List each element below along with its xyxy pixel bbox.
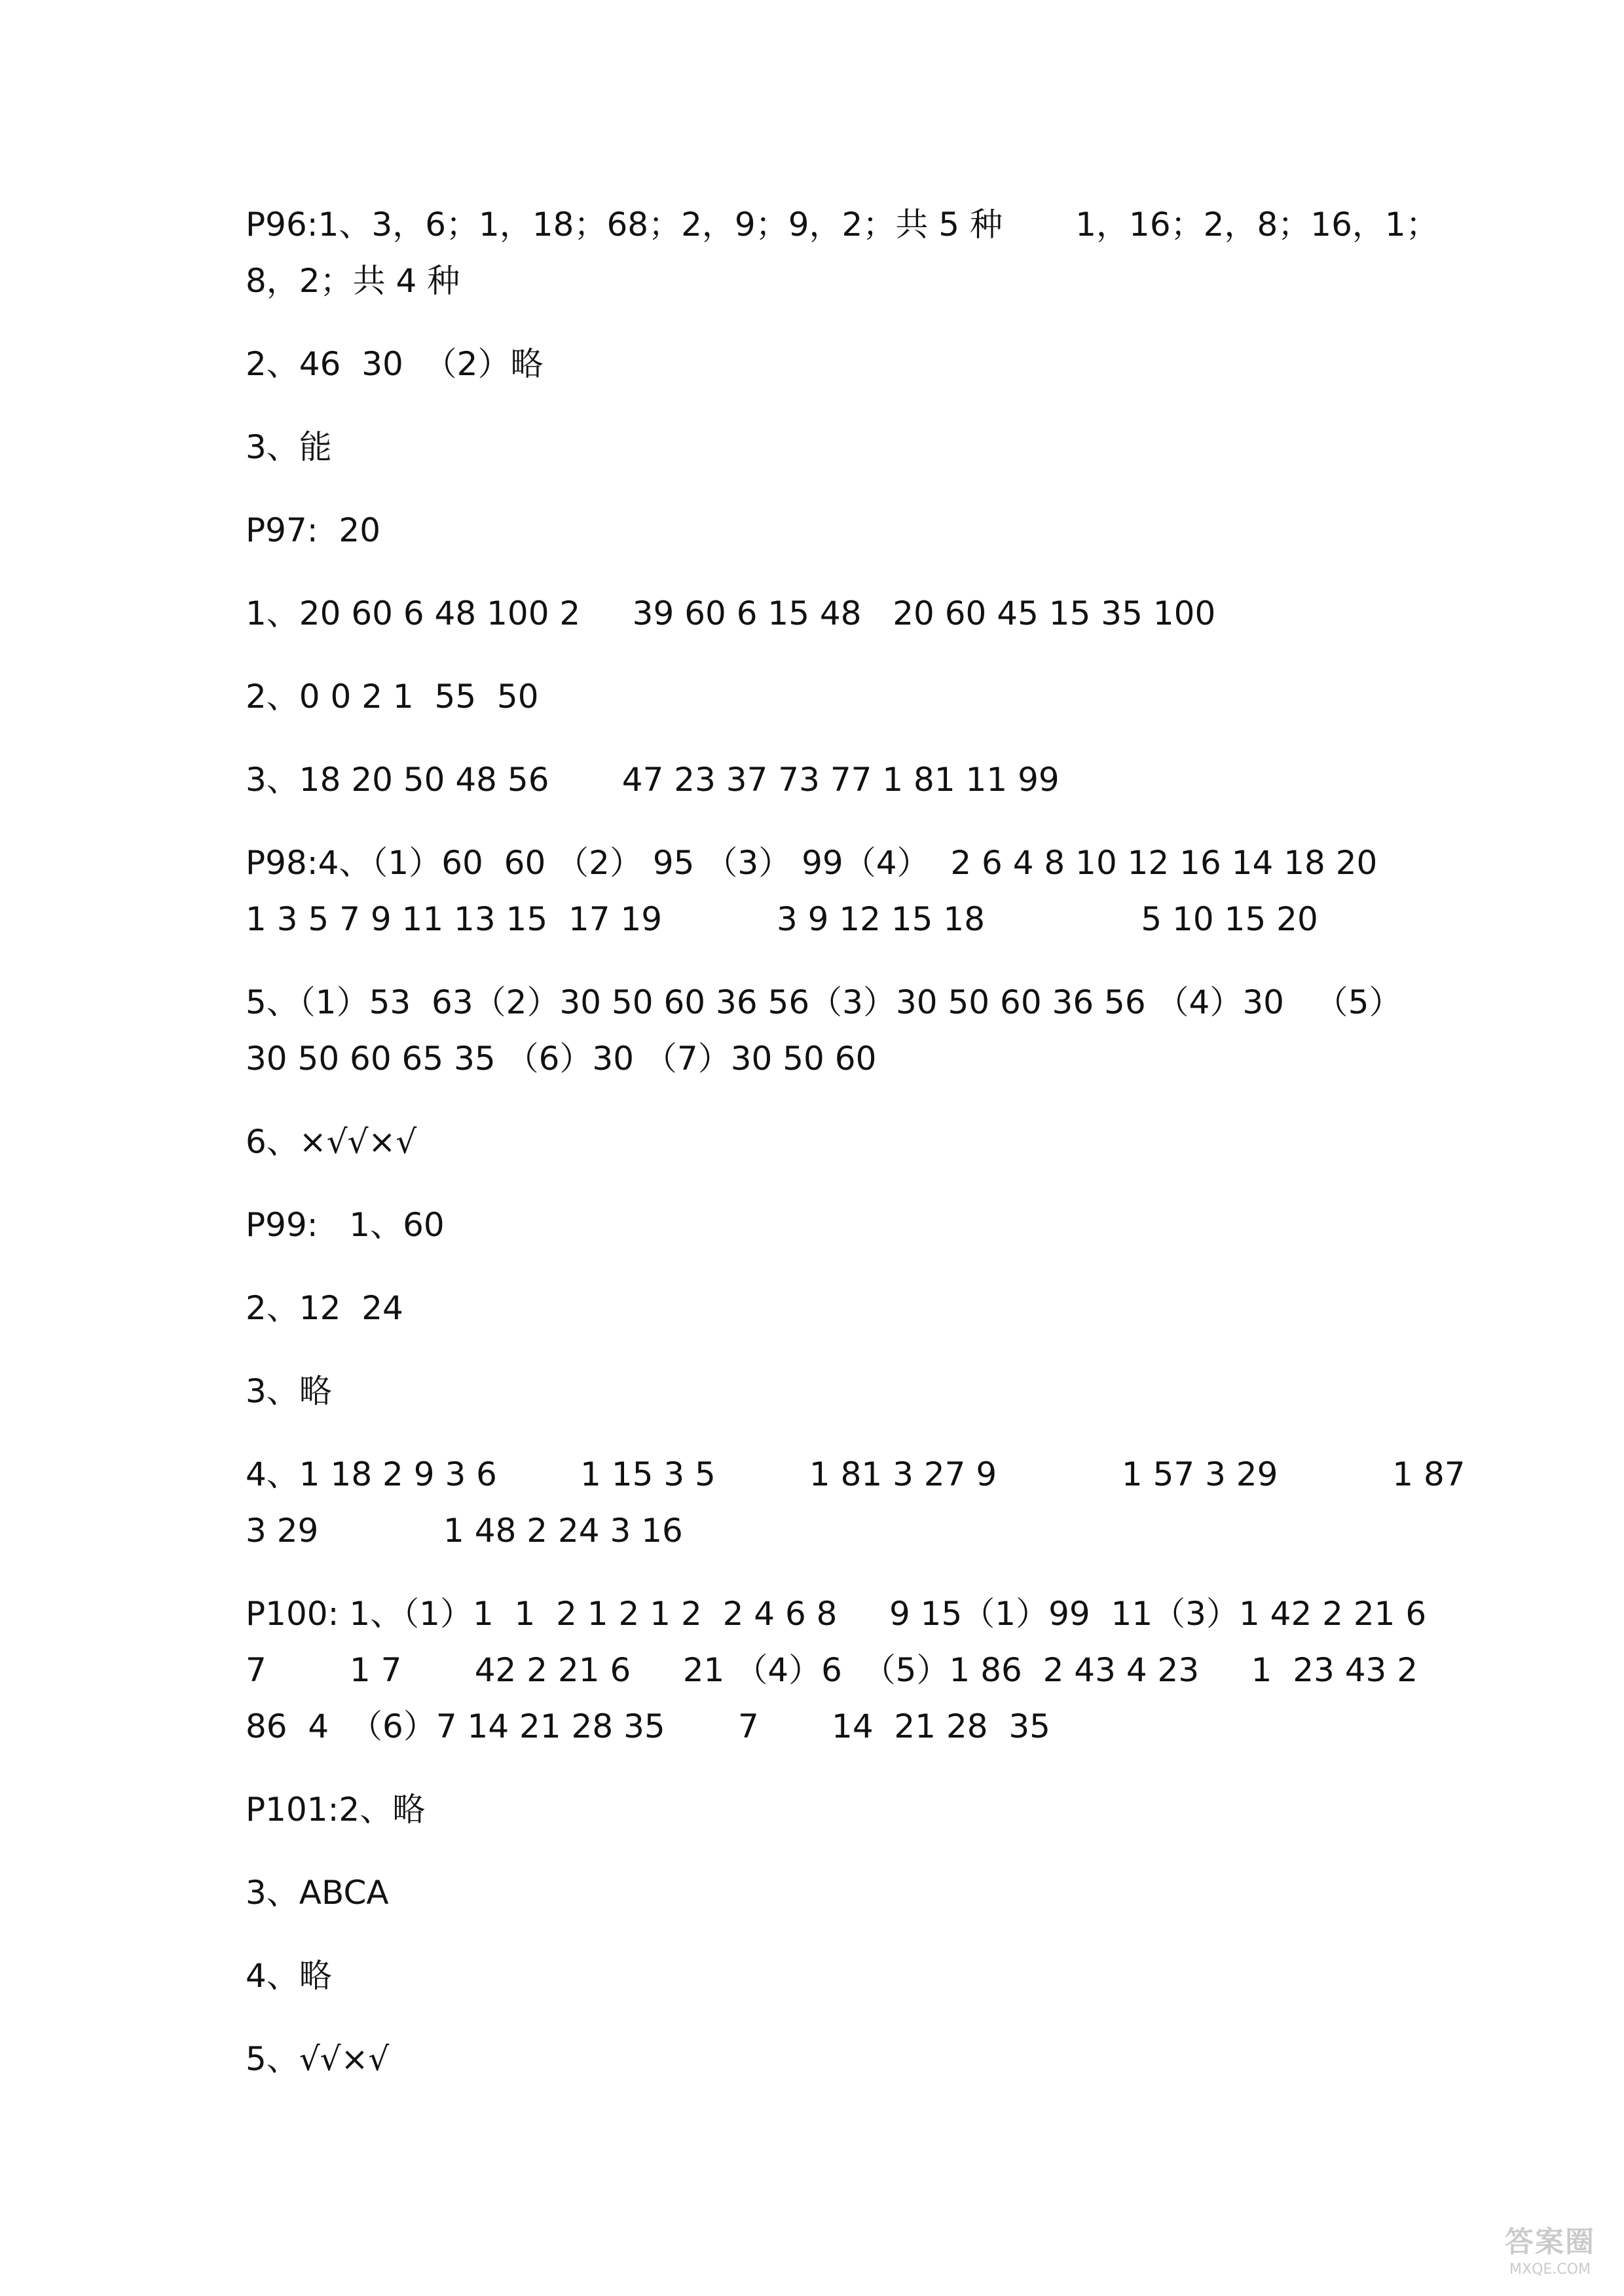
answer-page — [246, 196, 1466, 2114]
answer-paragraph — [246, 1586, 1427, 1755]
answer-paragraph — [246, 668, 1424, 725]
watermark-logo — [1488, 2224, 1612, 2287]
answer-paragraph — [246, 1865, 1424, 1921]
answer-line: P101:2、略 — [246, 1791, 426, 1829]
answer-line: 2、12 24 — [246, 1289, 403, 1327]
watermark-url: MXQE.COM — [1509, 2261, 1591, 2278]
answer-paragraph — [246, 1948, 1424, 2004]
answer-line: 1 3 5 7 9 11 13 15 17 19 3 9 12 15 18 5 10 15 20 — [246, 900, 1318, 938]
answer-paragraph — [246, 835, 1424, 947]
answer-paragraph — [246, 1114, 1424, 1170]
answer-line: P98:4、（1）60 60 （2） 95 （3） 99（4） 2 6 4 8 10 12 16 14 18 20 — [246, 844, 1378, 882]
answer-paragraph — [246, 974, 1424, 1087]
answer-paragraph — [246, 2031, 1424, 2087]
answer-line: P100: 1、（1）1 1 2 1 2 1 2 2 4 6 8 9 15（1）99 11（3）1 42 2 21 6 — [246, 1595, 1427, 1633]
answer-line: P99: 1、60 — [246, 1206, 445, 1244]
answer-line: 30 50 60 65 35 （6）30 （7）30 50 60 — [246, 1040, 877, 1078]
answer-line: 5、√√×√ — [246, 2040, 390, 2078]
answer-paragraph — [246, 336, 1424, 392]
answer-paragraph — [246, 1781, 1424, 1838]
answer-paragraph — [246, 1197, 1424, 1253]
answer-line: 5、（1）53 63（2）30 50 60 36 56（3）30 50 60 36 56 （4）30 （5） — [246, 983, 1402, 1021]
answer-paragraph — [246, 1446, 1466, 1559]
answer-paragraph — [246, 419, 1424, 475]
answer-line: 3、能 — [246, 428, 332, 466]
answer-line: 7 1 7 42 2 21 6 21 （4）6 （5）1 86 2 43 4 23 1 23 43 2 — [246, 1651, 1418, 1689]
answer-paragraph — [246, 585, 1424, 642]
watermark-title: 答案圈 — [1505, 2225, 1595, 2259]
answer-paragraph — [246, 1280, 1424, 1336]
answer-line: 4、略 — [246, 1957, 332, 1995]
answer-line: P97: 20 — [246, 511, 381, 549]
answer-paragraph — [246, 752, 1424, 808]
answer-paragraph — [246, 196, 1439, 309]
answer-line: 86 4 （6）7 14 21 28 35 7 14 21 28 35 — [246, 1707, 1050, 1745]
answer-line: 3、ABCA — [246, 1874, 389, 1912]
answer-line: 2、0 0 2 1 55 50 — [246, 678, 539, 716]
answer-line: 4、1 18 2 9 3 6 1 15 3 5 1 81 3 27 9 1 57 3 29 1 87 — [246, 1455, 1466, 1493]
answer-line: 8，2；共 4 种 — [246, 262, 460, 300]
answer-paragraph — [246, 1363, 1424, 1419]
answer-line: 3、略 — [246, 1372, 332, 1410]
answer-line: 3 29 1 48 2 24 3 16 — [246, 1512, 683, 1550]
answer-line: P96:1、3，6；1，18；68；2，9；9，2；共 5 种 1，16；2，8；16，1； — [246, 206, 1439, 244]
answer-line: 6、×√√×√ — [246, 1123, 417, 1161]
answer-line: 2、46 30 （2）略 — [246, 345, 544, 383]
answer-line: 1、20 60 6 48 100 2 39 60 6 15 48 20 60 45 15 35 100 — [246, 594, 1216, 632]
answer-paragraph — [246, 502, 1424, 558]
answer-line: 3、18 20 50 48 56 47 23 37 73 77 1 81 11 99 — [246, 761, 1060, 799]
